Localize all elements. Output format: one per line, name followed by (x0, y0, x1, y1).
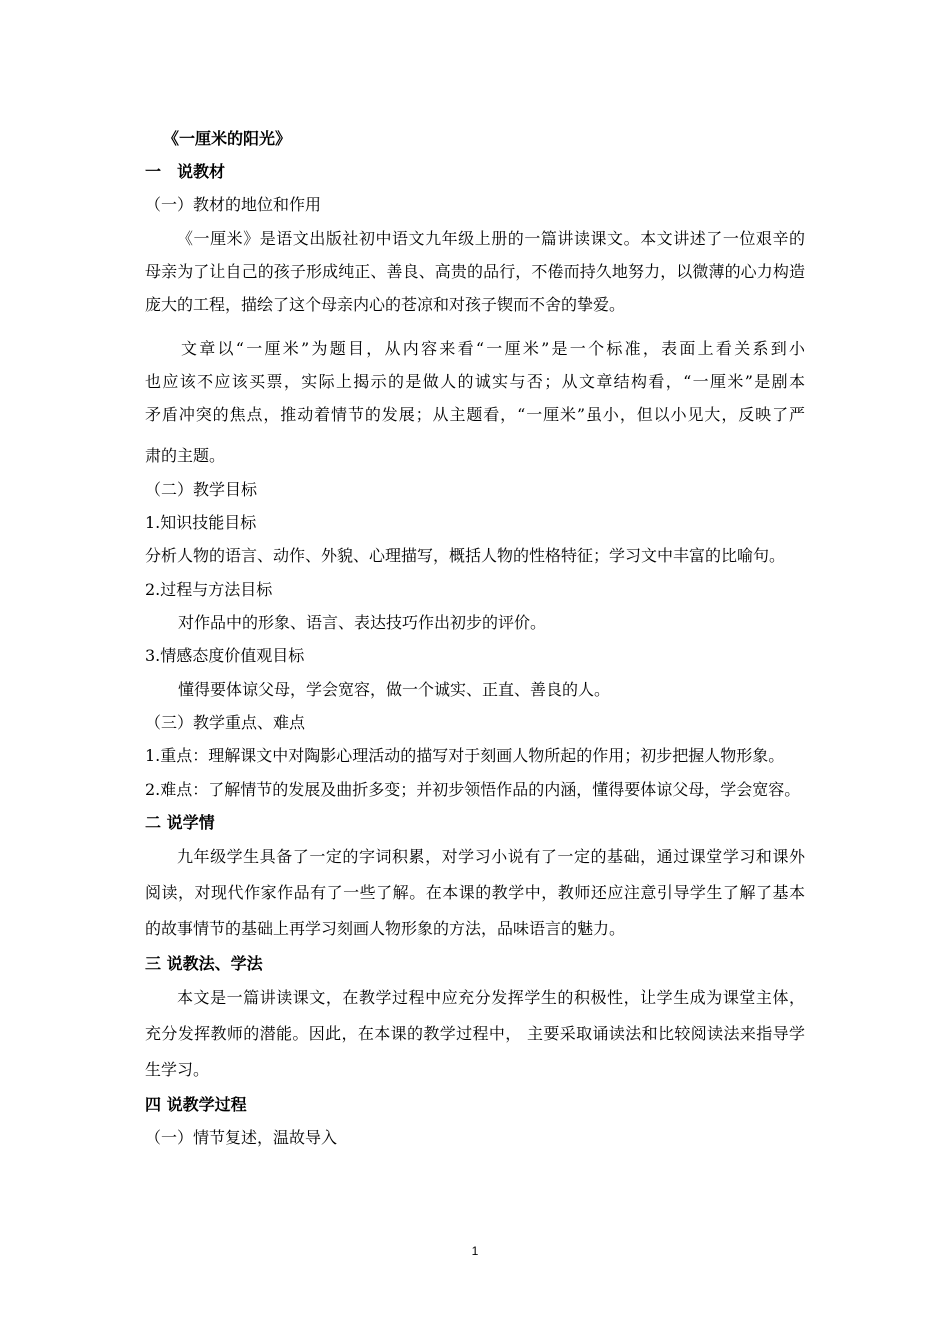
goal-label: 2.过程与方法目标 (145, 580, 273, 599)
goal-label: 1.知识技能目标 (145, 513, 257, 532)
paragraph-line: 阅读，对现代作家作品有了一些了解。在本课的教学中，教师还应注意引导学生了解了基本 (145, 883, 805, 902)
paragraph-line: 生学习。 (145, 1060, 210, 1079)
paragraph-line: 文章以“一厘米”为题目，从内容来看“一厘米”是一个标准，表面上看关系到小 (181, 339, 805, 358)
goal-text: 懂得要体谅父母，学会宽容，做一个诚实、正直、善良的人。 (178, 680, 611, 699)
paragraph-line: 本文是一篇讲读课文，在教学过程中应充分发挥学生的积极性，让学生成为课堂主体， (177, 988, 805, 1007)
section-heading-students: 二 说学情 (145, 813, 215, 832)
difficult-point: 2.难点：了解情节的发展及曲折多变；并初步领悟作品的内涵，懂得要体谅父母，学会宽容。 (145, 780, 801, 799)
subheading-position-role: （一）教材的地位和作用 (145, 195, 322, 214)
document-title: 《一厘米的阳光》 (163, 129, 292, 148)
goal-text: 对作品中的形象、语言、表达技巧作出初步的评价。 (178, 613, 547, 632)
section-heading-textbook: 一 说教材 (145, 162, 226, 181)
paragraph-line: 《一厘米》是语文出版社初中语文九年级上册的一篇讲读课文。本文讲述了一位艰辛的 (177, 229, 805, 248)
goal-text: 分析人物的语言、动作、外貌、心理描写，概括人物的性格特征；学习文中丰富的比喻句。 (145, 546, 786, 565)
paragraph-line: 充分发挥教师的潜能。因此，在本课的教学过程中， 主要采取诵读法和比较阅读法来指导学 (145, 1024, 805, 1043)
subheading-review: （一）情节复述，温故导入 (145, 1128, 338, 1147)
section-heading-process: 四 说教学过程 (145, 1095, 247, 1114)
paragraph-line: 也应该不应该买票，实际上揭示的是做人的诚实与否；从文章结构看，“一厘米”是剧本 (145, 372, 805, 391)
paragraph-line: 肃的主题。 (145, 446, 226, 465)
page-number: 1 (471, 1244, 479, 1258)
paragraph-line: 庞大的工程，描绘了这个母亲内心的苍凉和对孩子锲而不舍的挚爱。 (145, 295, 626, 314)
paragraph-line: 的故事情节的基础上再学习刻画人物形象的方法，品味语言的魅力。 (145, 919, 626, 938)
goal-label: 3.情感态度价值观目标 (145, 646, 305, 665)
subheading-key-difficult: （三）教学重点、难点 (145, 713, 306, 732)
paragraph-line: 九年级学生具备了一定的字词积累，对学习小说有了一定的基础，通过课堂学习和课外 (177, 847, 805, 866)
paragraph-line: 母亲为了让自己的孩子形成纯正、善良、高贵的品行，不倦而持久地努力，以微薄的心力构造 (145, 262, 805, 281)
key-point: 1.重点：理解课文中对陶影心理活动的描写对于刻画人物所起的作用；初步把握人物形象。 (145, 746, 785, 765)
section-heading-methods: 三 说教法、学法 (145, 954, 263, 973)
paragraph-line: 矛盾冲突的焦点，推动着情节的发展；从主题看，“一厘米”虽小，但以小见大，反映了严 (145, 405, 805, 424)
subheading-teaching-goals: （二）教学目标 (145, 480, 258, 499)
